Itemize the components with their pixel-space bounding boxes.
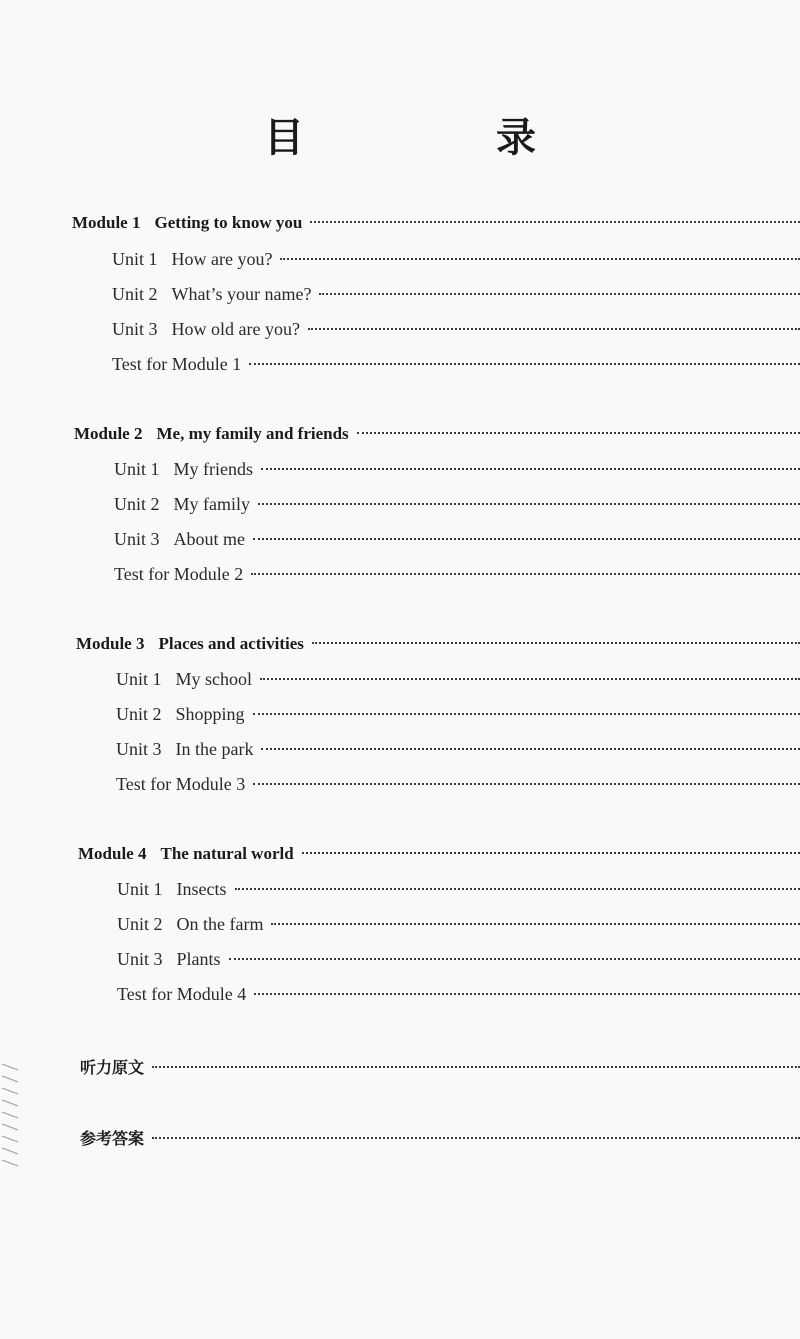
toc-unit[interactable] [117, 914, 800, 938]
unit-label: Unit 2 On the farm [117, 914, 264, 934]
toc-unit[interactable] [117, 949, 800, 973]
toc-module-3[interactable] [76, 634, 800, 658]
dot-leader [229, 958, 800, 960]
toc-listening-script[interactable] [80, 1055, 800, 1079]
unit-label: Unit 2 My family [114, 494, 251, 514]
toc-unit[interactable] [114, 459, 800, 483]
dot-leader [152, 1137, 800, 1139]
toc-unit[interactable] [112, 319, 800, 343]
appendix-label: 听力原文 [80, 1058, 145, 1077]
dot-leader [253, 538, 800, 540]
dot-leader [249, 363, 800, 365]
toc-module-2[interactable] [74, 424, 800, 448]
test-label: Test for Module 3 [116, 774, 246, 794]
toc-test[interactable] [114, 564, 800, 588]
unit-label: Unit 3 About me [114, 529, 246, 549]
dot-leader [310, 221, 800, 223]
dot-leader [319, 293, 800, 295]
toc-unit[interactable] [117, 879, 800, 903]
toc-test[interactable] [117, 984, 800, 1008]
binding-marks [0, 1060, 22, 1170]
unit-label: Unit 1 My friends [114, 459, 254, 479]
test-label: Test for Module 1 [112, 354, 242, 374]
toc-unit[interactable] [114, 529, 800, 553]
toc-unit[interactable] [116, 669, 800, 693]
appendix-label: 参考答案 [80, 1129, 145, 1148]
toc-module-4[interactable] [78, 844, 800, 868]
toc-unit[interactable] [114, 494, 800, 518]
module-label: Module 1 Getting to know you [72, 213, 303, 232]
dot-leader [260, 678, 800, 680]
module-label: Module 4 The natural world [78, 844, 294, 863]
dot-leader [258, 503, 800, 505]
dot-leader [251, 573, 800, 575]
dot-leader [253, 783, 800, 785]
dot-leader [280, 258, 800, 260]
dot-leader [302, 852, 800, 854]
toc-unit[interactable] [112, 249, 800, 273]
module-label: Module 2 Me, my family and friends [74, 424, 349, 443]
dot-leader [152, 1066, 800, 1068]
unit-label: Unit 3 In the park [116, 739, 254, 759]
unit-label: Unit 1 My school [116, 669, 253, 689]
unit-label: Unit 3 Plants [117, 949, 221, 969]
page-title: 目 录 [264, 115, 612, 161]
dot-leader [253, 713, 800, 715]
dot-leader [271, 923, 800, 925]
unit-label: Unit 2 Shopping [116, 704, 245, 724]
dot-leader [261, 748, 800, 750]
unit-label: Unit 1 How are you? [112, 249, 273, 269]
dot-leader [254, 993, 800, 995]
toc-answer-key[interactable] [80, 1126, 800, 1150]
unit-label: Unit 3 How old are you? [112, 319, 300, 339]
toc-module-1[interactable] [72, 213, 800, 237]
unit-label: Unit 2 What’s your name? [112, 284, 312, 304]
toc-test[interactable] [116, 774, 800, 798]
toc-unit[interactable] [116, 739, 800, 763]
test-label: Test for Module 4 [117, 984, 247, 1004]
module-label: Module 3 Places and activities [76, 634, 304, 653]
toc-unit[interactable] [116, 704, 800, 728]
dot-leader [308, 328, 800, 330]
test-label: Test for Module 2 [114, 564, 244, 584]
toc-unit[interactable] [112, 284, 800, 308]
dot-leader [312, 642, 800, 644]
dot-leader [357, 432, 800, 434]
dot-leader [235, 888, 800, 890]
dot-leader [261, 468, 800, 470]
toc-test[interactable] [112, 354, 800, 378]
unit-label: Unit 1 Insects [117, 879, 227, 899]
